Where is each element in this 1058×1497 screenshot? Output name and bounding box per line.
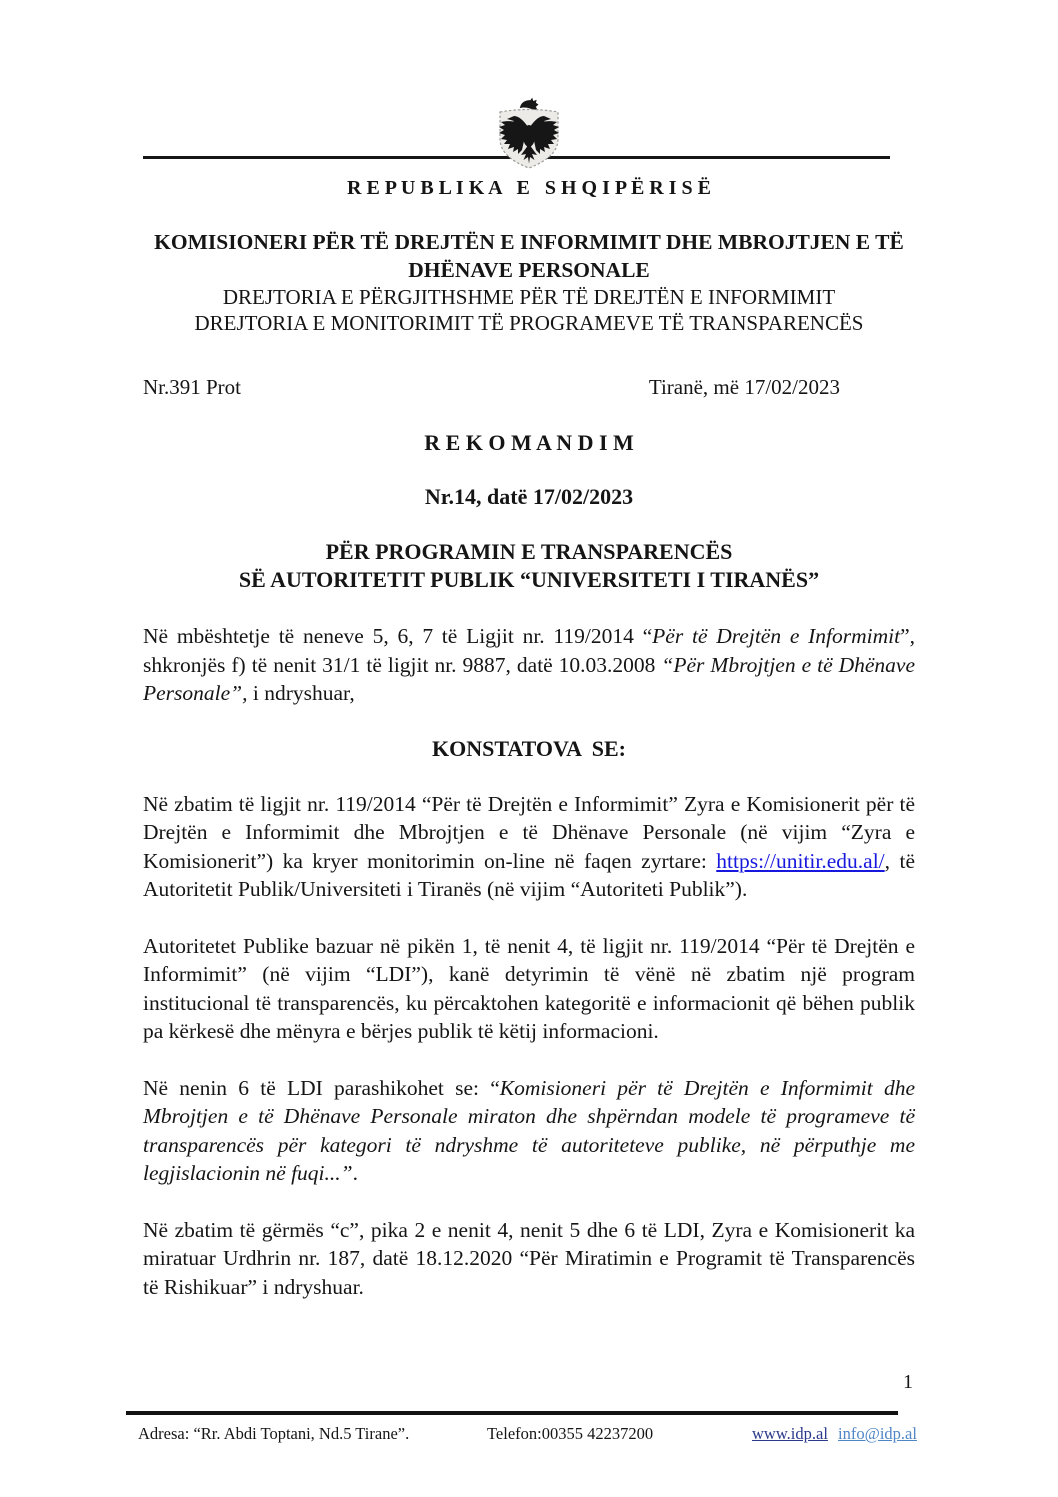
recommendation-number: Nr.14, datë 17/02/2023 xyxy=(424,484,634,509)
konstatova-heading: KONSTATOVA SE: xyxy=(432,735,626,761)
paragraph-legal-basis xyxy=(143,622,915,708)
institution-name-line2: DHËNAVE PERSONALE xyxy=(408,258,650,282)
text-segment: Autoritetet Publike bazuar në pikën 1, të nenit 4, të ligjit nr. 119/2014 “Për të Drejtën e Informimit” (në vijim “LDI”), kanë detyrimin të vënë në zbatim një program institucional të transparencës, ku përcaktohen kategoritë e informacionit që bëhen publik pa kërkesë dhe mënyra e bërjes publik të këtij informacioni. xyxy=(143,933,915,1043)
footer-address: Adresa: “Rr. Abdi Toptani, Nd.5 Tirane”. xyxy=(138,1424,410,1443)
document-footer xyxy=(0,1421,1058,1451)
institution-name-line1: KOMISIONERI PËR TË DREJTËN E INFORMIMIT DHE MBROJTJEN E TË xyxy=(154,230,904,254)
paragraph-obligation xyxy=(143,932,915,1046)
paragraph-order187 xyxy=(143,1216,915,1302)
hyperlink[interactable]: https://unitir.edu.al/ xyxy=(716,848,885,873)
directorate-line1: DREJTORIA E PËRGJITHSHME PËR TË DREJTËN E INFORMIMIT xyxy=(222,285,836,309)
recommendation-heading: R E K O M A N D I M xyxy=(424,430,634,455)
text-segment: Komisioneri për të Drejtën e Informimit dhe Mbrojtjen e të Dhënave Personale miraton dhe shpërndan modele të programeve të transparencës për kategori të ndryshme të autoriteteve publike, në përputhje me legjislacionin në fuqi...” xyxy=(143,1075,915,1185)
protocol-date-row xyxy=(143,374,915,400)
paragraph-article6 xyxy=(143,1074,915,1188)
footer-website-link[interactable]: www.idp.al xyxy=(752,1424,828,1443)
directorate-line2: DREJTORIA E MONITORIMIT TË PROGRAMEVE TË TRANSPARENCËS xyxy=(194,311,864,335)
text-segment: . xyxy=(352,1161,358,1185)
text-segment: ”, shkronjës f) të nenit 31/1 të ligjit nr. 9887, datë 10.03.2008 xyxy=(143,624,916,677)
text-segment: Në zbatim të gërmës “c”, pika 2 e nenit 4, nenit 5 dhe 6 të LDI, Zyra e Komisionerit ka miratuar Urdhrin nr. 187, datë 18.12.2020 “Për Miratimin e Programit të Transparencës të Rishikuar” i ndryshuar. xyxy=(143,1217,915,1299)
footer-links xyxy=(752,1423,917,1445)
text-segment: Për të Drejtën e Informimit xyxy=(652,624,901,648)
text-segment: i ndryshuar, xyxy=(247,681,355,705)
recommendation-subject xyxy=(143,538,915,594)
directorate-names xyxy=(143,284,915,336)
footer-divider-line xyxy=(126,1411,898,1415)
subject-line2: SË AUTORITETIT PUBLIK “UNIVERSITETI I TIRANËS” xyxy=(238,567,820,592)
republic-title: R E P U B L I K A E S H Q I P Ë R I S Ë xyxy=(347,177,711,199)
protocol-number: Nr.391 Prot xyxy=(143,375,242,399)
footer-email-link[interactable]: info@idp.al xyxy=(838,1424,917,1443)
text-segment: , të Autoritetit Publik/Universiteti i Tiranës (në vijim “Autoriteti Publik”). xyxy=(143,848,915,901)
text-segment: “Për Mbrojtjen e të Dhënave Personale”, xyxy=(143,652,916,705)
document-header xyxy=(143,0,915,176)
footer-phone: Telefon:00355 42237200 xyxy=(487,1424,654,1443)
institution-name xyxy=(143,228,915,284)
albania-coat-of-arms-icon xyxy=(494,96,564,174)
paragraph-monitoring xyxy=(143,790,915,904)
text-segment: Në zbatim të ligjit nr. 119/2014 “Për të Drejtën e Informimit” Zyra e Komisionerit për të Drejtën e Informimit dhe Mbrojtjen e të Dhënave Personale (në vijim “Zyra e Komisionerit”) ka kryer monitorimin on-line në faqen zyrtare: xyxy=(143,791,915,873)
subject-line1: PËR PROGRAMIN E TRANSPARENCËS xyxy=(325,539,733,564)
text-segment: Në nenin 6 të LDI parashikohet se: “ xyxy=(143,1075,500,1100)
city-and-date: Tiranë, më 17/02/2023 xyxy=(648,375,840,399)
page-number: 1 xyxy=(903,1371,913,1393)
text-segment: Në mbështetje të neneve 5, 6, 7 të Ligjit nr. 119/2014 “ xyxy=(143,624,653,648)
